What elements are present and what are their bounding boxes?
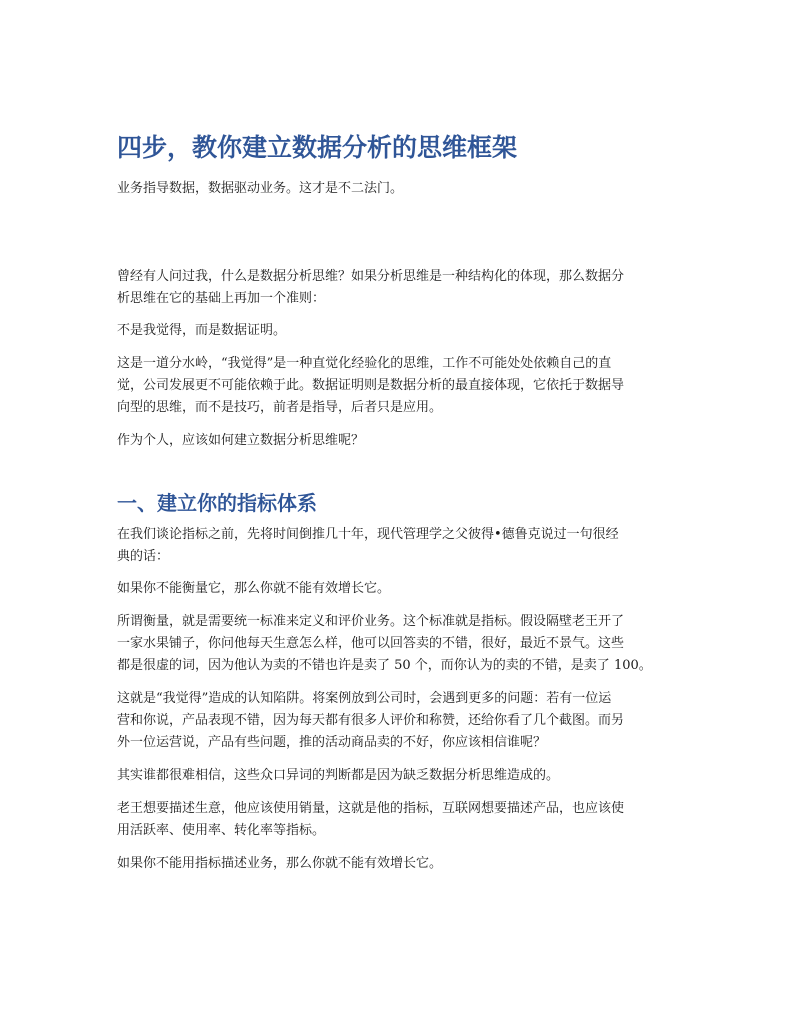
- text-line: 其实谁都很难相信，这些众口异词的判断都是因为缺乏数据分析思维造成的。: [117, 768, 560, 783]
- section-paragraph-4: [117, 688, 677, 754]
- section-paragraph-3: [117, 611, 677, 677]
- page-title: 四步，教你建立数据分析的思维框架: [117, 133, 518, 162]
- text-line: 析思维在它的基础上再加一个准则：: [117, 291, 326, 306]
- text-line: 觉，公司发展更不可能依赖于此。数据证明则是数据分析的最直接体现，它依托于数据导: [117, 378, 625, 393]
- text-line: 老王想要描述生意，他应该使用销量，这就是他的指标，互联网想要描述产品，也应该使: [117, 801, 625, 816]
- intro-paragraph-1: [117, 266, 677, 310]
- text-line: 外一位运营说，产品有些问题，推的活动商品卖的不好，你应该相信谁呢？: [117, 735, 547, 750]
- text-line: 作为个人，应该如何建立数据分析思维呢？: [117, 433, 365, 448]
- section-paragraph-7: [117, 853, 677, 875]
- text-line: 都是很虚的词，因为他认为卖的不错也许是卖了 50 个，而你认为的卖的不错，是卖了 100。: [117, 658, 652, 673]
- section-paragraph-2: [117, 578, 677, 600]
- text-line: 这就是“我觉得”造成的认知陷阱。将案例放到公司时，会遇到更多的问题：若有一位运: [117, 691, 612, 706]
- text-line: 向型的思维，而不是技巧，前者是指导，后者只是应用。: [117, 400, 443, 415]
- text-line: 曾经有人问过我，什么是数据分析思维？如果分析思维是一种结构化的体现，那么数据分: [117, 269, 625, 284]
- section-heading: 一、建立你的指标体系: [117, 491, 317, 515]
- text-line: 如果你不能用指标描述业务，那么你就不能有效增长它。: [117, 856, 443, 871]
- intro-paragraph-4: [117, 430, 677, 452]
- section-paragraph-6: [117, 798, 677, 842]
- text-line: 用活跃率、使用率、转化率等指标。: [117, 823, 326, 838]
- text-line: 如果你不能衡量它，那么你就不能有效增长它。: [117, 581, 391, 596]
- text-line: 营和你说，产品表现不错，因为每天都有很多人评价和称赞，还给你看了几个截图。而另: [117, 713, 625, 728]
- intro-paragraph-3: [117, 353, 677, 419]
- text-line: 典的话：: [117, 549, 170, 564]
- text-line: 一家水果铺子，你问他每天生意怎么样，他可以回答卖的不错，很好，最近不景气。这些: [117, 636, 625, 651]
- text-line: 这是一道分水岭，“我觉得”是一种直觉化经验化的思维，工作不可能处处依赖自己的直: [117, 356, 612, 371]
- subtitle: [117, 178, 677, 200]
- text-line: 所谓衡量，就是需要统一标准来定义和评价业务。这个标准就是指标。假设隔壁老王开了: [117, 614, 625, 629]
- text-line: 在我们谈论指标之前，先将时间倒推几十年，现代管理学之父彼得•德鲁克说过一句很经: [117, 527, 619, 542]
- subtitle-text: 业务指导数据，数据驱动业务。这才是不二法门。: [117, 181, 404, 196]
- section-paragraph-1: [117, 524, 677, 568]
- intro-paragraph-2: [117, 320, 677, 342]
- text-line: 不是我觉得，而是数据证明。: [117, 323, 287, 338]
- section-paragraph-5: [117, 765, 677, 787]
